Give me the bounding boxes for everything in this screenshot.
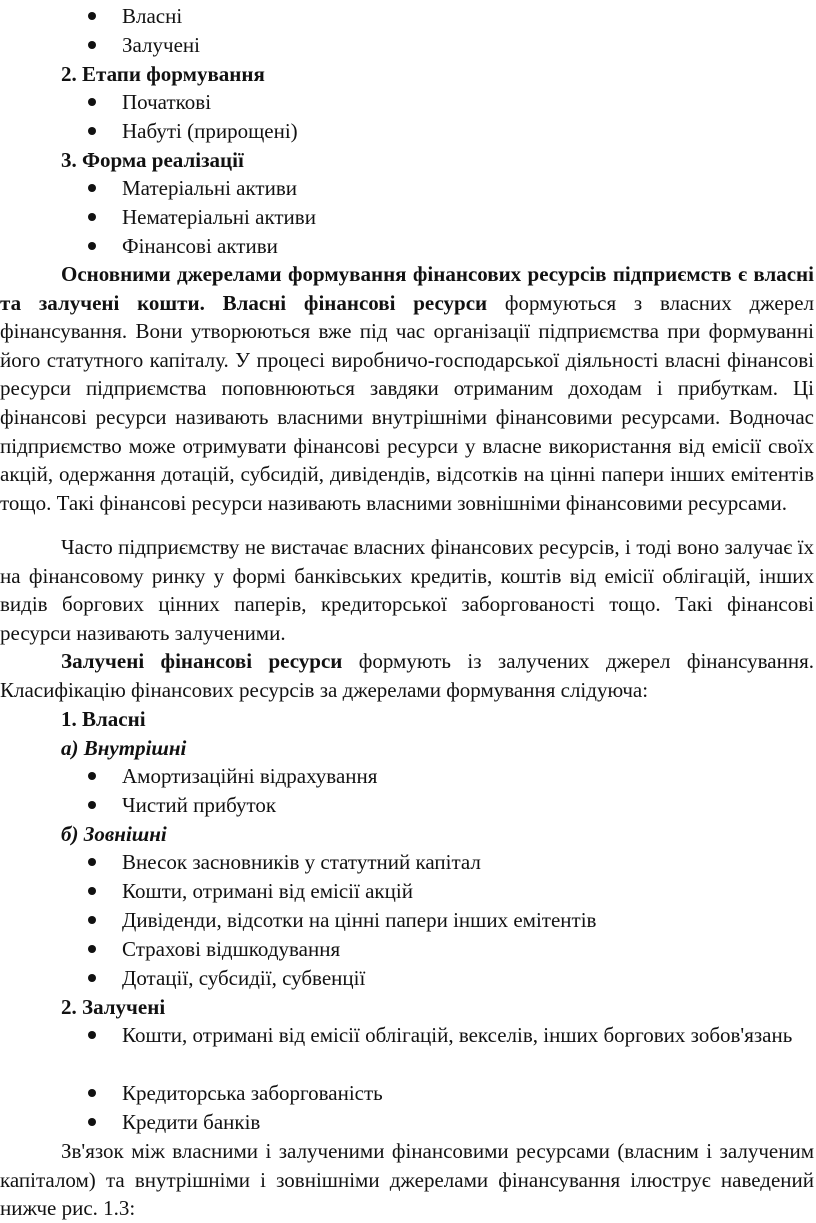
bullet-icon: [88, 242, 96, 250]
section-heading: 3. Форма реалізації: [61, 148, 244, 172]
list-item: Дивіденди, відсотки на цінні папери інших емітентів: [122, 908, 597, 932]
bullet-icon: [88, 1089, 96, 1097]
subsection-heading: а) Внутрішні: [61, 736, 187, 760]
section-heading: 2. Залучені: [61, 995, 166, 1019]
bullet-icon: [88, 98, 96, 106]
bullet-icon: [88, 858, 96, 866]
list-item: Внесок засновників у статутний капітал: [122, 850, 481, 874]
paragraph: Часто підприємству не вистачає власних фінансових ресурсів, і тоді воно залучає їх на фінансовому ринку у формі банківських кредитів, коштів від емісії облігацій, інших видів боргових цінних паперів, кредиторської заборгованості тощо. Такі фінансові ресурси називають залученими.: [0, 535, 814, 645]
paragraph-text: формують із залучених джерел фінансування. Класифікацію фінансових ресурсів за джерелами формування слідуюча:: [0, 649, 814, 702]
paragraph-text: формуються з власних джерел фінансування. Вони утворюються вже під час організації підприємства при формуванні його статутного капіталу. У процесі виробничо-господарської діяльності власні фінансові ресурси підприємства поповнюються завдяки отриманим доходам і прибуткам. Ці фінансові ресурси називають власними внутрішніми фінансовими ресурсами. Водночас підприємство може отримувати фінансові ресурси у власне використання від емісії своїх акцій, одержання дотацій, субсидій, дивідендів, відсотків на цінні папери інших емітентів тощо. Такі фінансові ресурси називають власними зовнішніми фінансовими ресурсами.: [0, 290, 814, 515]
bullet-icon: [88, 1031, 96, 1039]
list-item: Кошти, отримані від емісії акцій: [122, 879, 413, 903]
list-item: Набуті (прирощені): [122, 119, 298, 143]
list-item: Початкові: [122, 90, 212, 114]
subsection-heading: б) Зовнішні: [61, 822, 167, 846]
bullet-icon: [88, 213, 96, 221]
bold-text: Основними джерелами формування фінансових ресурсів підприємств є власні та залучені кошти. Власні фінансові ресурси: [0, 262, 814, 315]
list-item: Кредиторська заборгованість: [122, 1081, 383, 1105]
list-item: Матеріальні активи: [122, 176, 297, 200]
section-heading: 1. Власні: [61, 707, 146, 731]
list-item: Кредити банків: [122, 1110, 261, 1134]
bullet-icon: [88, 945, 96, 953]
list-item: Чистий прибуток: [122, 793, 277, 817]
bullet-icon: [88, 974, 96, 982]
list-item: Фінансові активи: [122, 234, 278, 258]
bullet-icon: [88, 801, 96, 809]
section-heading: 2. Етапи формування: [61, 62, 265, 86]
bullet-icon: [88, 184, 96, 192]
bullet-icon: [88, 127, 96, 135]
list-item: Нематеріальні активи: [122, 205, 316, 229]
list-item: Кошти, отримані від емісії облігацій, векселів, інших боргових зобов'язань: [122, 1023, 793, 1047]
paragraph: [0, 260, 814, 517]
paragraph: [0, 647, 814, 704]
bullet-icon: [88, 41, 96, 49]
list-item: Дотації, субсидії, субвенції: [122, 966, 366, 990]
paragraph: Зв'язок між власними і залученими фінансовими ресурсами (власним і залученим капіталом) та внутрішніми і зовнішніми джерелами фінансування ілюструє наведений нижче рис. 1.3:: [0, 1139, 814, 1221]
bold-text: Залучені фінансові ресурси: [61, 649, 343, 673]
list-item: Залучені: [122, 33, 200, 57]
list-item: Страхові відшкодування: [122, 937, 341, 961]
list-item: Амортизаційні відрахування: [122, 764, 378, 788]
list-item: Власні: [122, 4, 183, 28]
bullet-icon: [88, 916, 96, 924]
bullet-icon: [88, 1118, 96, 1126]
bullet-icon: [88, 887, 96, 895]
bullet-icon: [88, 12, 96, 20]
bullet-icon: [88, 772, 96, 780]
